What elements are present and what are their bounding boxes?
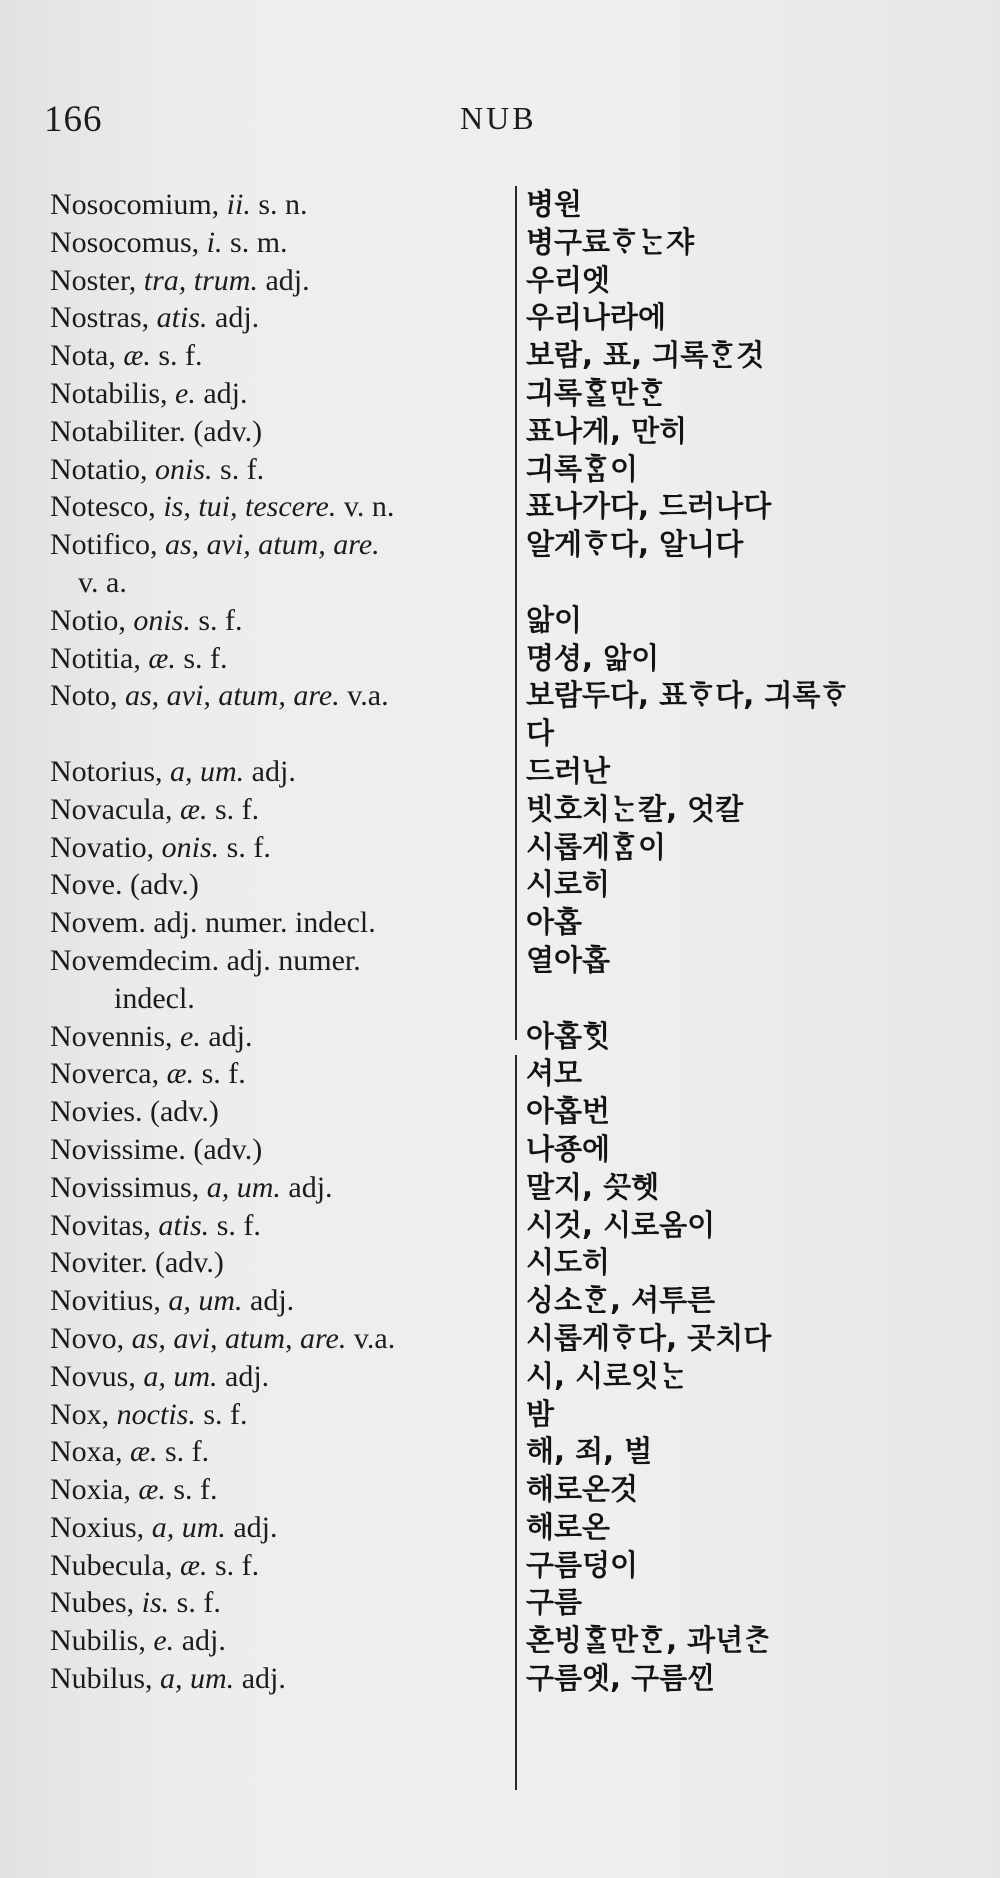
headword: Novatio, <box>50 830 155 864</box>
latin-term <box>50 1622 505 1660</box>
latin-term <box>50 1584 505 1622</box>
latin-line <box>50 490 394 523</box>
inflection-forms: tra, trum. <box>143 263 258 297</box>
inflection-forms: onis. <box>155 452 213 486</box>
inflection-forms: as, avi, atum, are. <box>164 528 380 562</box>
latin-term <box>50 640 505 678</box>
inflection-forms: is, tui, tescere. <box>163 490 337 524</box>
headword: Notatio, <box>50 452 148 486</box>
latin-term <box>50 186 505 224</box>
latin-term <box>50 299 505 337</box>
grammar-label: s. f. <box>158 339 203 373</box>
korean-line: 시것, 시로옴이 <box>526 1207 716 1242</box>
korean-translation <box>526 1433 996 1471</box>
grammar-label: adj. <box>265 263 310 297</box>
latin-term <box>50 1471 505 1509</box>
dictionary-entry <box>0 1055 1000 1093</box>
korean-line: 해, 죄, 벌 <box>526 1434 653 1469</box>
grammar-label: adj. <box>225 1359 270 1393</box>
latin-line <box>50 1057 246 1090</box>
dictionary-entry <box>0 1660 1000 1698</box>
dictionary-entry <box>0 1282 1000 1320</box>
grammar-label: (adv.) <box>193 1132 263 1166</box>
dictionary-entry <box>0 1131 1000 1169</box>
dictionary-entry <box>0 1093 1000 1131</box>
grammar-label: adj. <box>215 301 260 335</box>
inflection-forms: æ. <box>179 1548 208 1582</box>
latin-term <box>50 262 505 300</box>
grammar-label: adj. <box>181 1624 226 1658</box>
headword: Noto, <box>50 679 118 713</box>
korean-line: 나죵에 <box>526 1131 611 1166</box>
korean-translation <box>526 602 996 640</box>
korean-line: 구름엣, 구름ᄭᅵᆫ <box>526 1661 716 1696</box>
latin-term <box>50 677 505 715</box>
korean-translation <box>526 375 996 413</box>
page-number: 166 <box>44 99 103 140</box>
headword: Nosocomus, <box>50 225 200 259</box>
latin-term <box>50 829 505 867</box>
headword: Noxa, <box>50 1435 123 1469</box>
grammar-label: (adv.) <box>150 1095 219 1129</box>
headword: Novissime. <box>50 1132 186 1166</box>
latin-term <box>50 1358 505 1396</box>
dictionary-entry <box>0 753 1000 791</box>
korean-line: 아홉 <box>526 905 583 940</box>
korean-translation <box>526 224 996 262</box>
dictionary-entry <box>0 413 1000 451</box>
grammar-label: s. m. <box>230 225 288 259</box>
grammar-label: s. f. <box>226 830 271 864</box>
latin-line <box>50 1171 333 1204</box>
korean-translation <box>526 1509 996 1547</box>
grammar-label: s. f. <box>176 1586 221 1620</box>
headword: Novitius, <box>50 1284 161 1318</box>
grammar-continuation: indecl. <box>114 981 195 1015</box>
inflection-forms: is. <box>141 1586 170 1620</box>
korean-translation <box>526 1131 996 1169</box>
korean-translation <box>526 262 996 300</box>
headword: Nosocomium, <box>50 188 220 221</box>
grammar-label: s. f. <box>214 792 260 826</box>
korean-line: 시로히 <box>526 867 611 902</box>
latin-term <box>50 526 505 602</box>
dictionary-entry <box>0 791 1000 829</box>
korean-translation <box>526 299 996 337</box>
latin-line <box>50 453 264 486</box>
korean-translation <box>526 1396 996 1434</box>
korean-line: 밤 <box>526 1396 555 1431</box>
korean-line: 우리엣 <box>526 262 611 297</box>
korean-line: 알게ᄒᆞ다, 알니다 <box>526 527 744 562</box>
grammar-label: adj. <box>233 1510 278 1544</box>
grammar-label: (adv.) <box>129 868 199 902</box>
latin-line <box>50 415 262 448</box>
latin-term <box>50 1169 505 1207</box>
headword: Nota, <box>50 339 116 373</box>
korean-line: 앎이 <box>526 602 583 637</box>
inflection-forms: i. <box>206 225 223 259</box>
headword: Novemdecim. <box>50 943 220 977</box>
inflection-forms: a, um. <box>143 1359 218 1393</box>
korean-line: 싱소ᄒᆞᆫ, 셔투른 <box>526 1283 716 1318</box>
korean-translation <box>526 942 996 980</box>
korean-translation <box>526 488 996 526</box>
latin-term <box>50 1093 505 1131</box>
dictionary-entry <box>0 1169 1000 1207</box>
grammar-label: s. f. <box>198 603 243 637</box>
korean-translation <box>526 829 996 867</box>
korean-line: 구름덩이 <box>526 1547 639 1582</box>
inflection-forms: a, um. <box>168 1284 243 1318</box>
dictionary-entry <box>0 337 1000 375</box>
dictionary-entry <box>0 299 1000 337</box>
headword: Notio, <box>50 603 126 637</box>
grammar-label: adj. <box>288 1170 333 1204</box>
inflection-forms: atis. <box>156 301 208 335</box>
latin-line <box>50 1322 395 1355</box>
korean-line: 혼빙ᄒᆞᆯ만ᄒᆞᆫ, 과년ᄎᆞᆫ <box>526 1623 772 1658</box>
latin-term <box>50 451 505 489</box>
korean-translation <box>526 1055 996 1093</box>
headword: Noxius, <box>50 1510 145 1544</box>
inflection-forms: æ. <box>138 1473 166 1507</box>
inflection-forms: as, avi, atum, are. <box>131 1321 347 1355</box>
grammar-label: adj. <box>208 1019 253 1053</box>
headword: Nubecula, <box>50 1548 173 1582</box>
korean-translation <box>526 1018 996 1056</box>
inflection-forms: noctis. <box>116 1397 196 1431</box>
latin-line <box>50 1549 259 1582</box>
latin-line <box>50 1360 269 1393</box>
grammar-label: adj. <box>241 1662 286 1696</box>
latin-term <box>50 1018 505 1056</box>
grammar-label: adj. <box>251 754 296 788</box>
dictionary-entry <box>0 677 1000 753</box>
korean-translation <box>526 1093 996 1131</box>
dictionary-entry <box>0 640 1000 678</box>
latin-line <box>50 793 259 826</box>
latin-line <box>50 528 380 561</box>
dictionary-entry <box>0 488 1000 526</box>
headword: Novus, <box>50 1359 136 1393</box>
korean-line: 구름 <box>526 1585 583 1620</box>
grammar-label: v.a. <box>353 1321 396 1355</box>
headword: Nostras, <box>50 301 150 335</box>
latin-term <box>50 602 505 640</box>
inflection-forms: æ. <box>129 1435 158 1469</box>
korean-line: 병구료ᄒᆞᄂᆞᆫ쟈 <box>526 224 695 259</box>
inflection-forms: onis. <box>161 830 220 864</box>
dictionary-entry <box>0 866 1000 904</box>
korean-line: 해로온 <box>526 1509 611 1544</box>
korean-translation <box>526 1584 996 1622</box>
dictionary-entry <box>0 1584 1000 1622</box>
dictionary-entry <box>0 1244 1000 1282</box>
grammar-label: (adv.) <box>193 414 263 448</box>
latin-line <box>50 1586 221 1619</box>
latin-term <box>50 791 505 829</box>
latin-term <box>50 866 505 904</box>
grammar-label: adj. numer. <box>226 943 361 977</box>
latin-line <box>50 1473 218 1506</box>
inflection-forms: a, um. <box>170 754 245 788</box>
latin-term <box>50 224 505 262</box>
headword: Novennis, <box>50 1019 173 1053</box>
inflection-forms: ii. <box>226 188 251 221</box>
grammar-label: s. n. <box>258 188 308 221</box>
running-head: NUB <box>460 100 537 136</box>
headword: Notifico, <box>50 528 158 562</box>
dictionary-entry <box>0 602 1000 640</box>
korean-line: 표나게, 만히 <box>526 413 688 448</box>
latin-line <box>50 188 308 221</box>
grammar-label: s. f. <box>173 1473 218 1507</box>
dictionary-entry <box>0 942 1000 1018</box>
latin-line <box>50 1246 224 1279</box>
inflection-forms: a, um. <box>160 1662 235 1696</box>
korean-line: 보람두다, 표ᄒᆞ다, 긔록ᄒᆞ <box>526 678 849 713</box>
latin-line <box>50 642 228 675</box>
korean-translation <box>526 451 996 489</box>
dictionary-entry <box>0 451 1000 489</box>
headword: Notabilis, <box>50 376 168 410</box>
korean-translation <box>526 1660 996 1698</box>
korean-line: 시, 시로잇ᄂᆞᆫ <box>526 1358 688 1393</box>
latin-term <box>50 1207 505 1245</box>
latin-line <box>50 377 247 410</box>
grammar-label: s. f. <box>201 1057 246 1091</box>
korean-translation <box>526 1207 996 1245</box>
latin-term <box>50 942 505 1018</box>
latin-term <box>50 375 505 413</box>
latin-line <box>50 1511 278 1544</box>
latin-line <box>50 604 243 637</box>
latin-term <box>50 1320 505 1358</box>
korean-translation <box>526 1320 996 1358</box>
latin-term <box>50 1433 505 1471</box>
latin-term <box>50 1244 505 1282</box>
korean-line: 우리나라에 <box>526 300 667 335</box>
korean-continuation: 다 <box>526 716 555 751</box>
latin-line <box>50 906 376 939</box>
latin-term <box>50 904 505 942</box>
latin-line <box>50 868 199 901</box>
latin-term <box>50 413 505 451</box>
dictionary-entry <box>0 375 1000 413</box>
dictionary-entry <box>0 1396 1000 1434</box>
latin-term <box>50 753 505 791</box>
inflection-forms: e. <box>180 1019 201 1053</box>
korean-line: 명셩, 앎이 <box>526 640 660 675</box>
page-header <box>0 98 1000 148</box>
inflection-forms: e. <box>175 376 196 410</box>
grammar-label: adj. <box>250 1284 295 1318</box>
latin-line <box>50 301 259 334</box>
latin-term <box>50 1282 505 1320</box>
grammar-label: s. f. <box>220 452 265 486</box>
dictionary-entry <box>0 1358 1000 1396</box>
korean-line: 병원 <box>526 187 583 221</box>
korean-line: 아홉ᄒᆡᆺ <box>526 1018 611 1053</box>
grammar-label: s. f. <box>183 641 228 675</box>
korean-line: 드러난 <box>526 753 611 788</box>
headword: Nubilis, <box>50 1624 146 1658</box>
grammar-label: adj. numer. indecl. <box>153 906 376 940</box>
korean-translation <box>526 866 996 904</box>
grammar-label: adj. <box>203 376 248 410</box>
latin-term <box>50 1131 505 1169</box>
korean-translation <box>526 186 996 224</box>
headword: Noverca, <box>50 1057 160 1091</box>
korean-translation <box>526 904 996 942</box>
grammar-label: v.a. <box>347 679 389 713</box>
latin-line <box>50 226 288 259</box>
dictionary-entry <box>0 186 1000 224</box>
inflection-forms: æ. <box>179 792 208 826</box>
headword: Novies. <box>50 1095 143 1129</box>
korean-translation <box>526 753 996 791</box>
korean-translation <box>526 1244 996 1282</box>
dictionary-entry <box>0 1018 1000 1056</box>
korean-line: 셔모 <box>526 1056 583 1091</box>
latin-line <box>50 264 310 297</box>
korean-line: 빗호치ᄂᆞᆫ칼, 엇칼 <box>526 791 744 826</box>
latin-line <box>50 1209 261 1242</box>
headword: Nove. <box>50 868 123 902</box>
headword: Novo, <box>50 1321 125 1355</box>
grammar-continuation: v. a. <box>78 565 127 599</box>
korean-line: 시롭게ᄒᆞᆷ이 <box>526 829 667 864</box>
dictionary-entry <box>0 1471 1000 1509</box>
latin-line <box>50 1624 226 1657</box>
korean-line: 긔록ᄒᆞᆷ이 <box>526 451 639 486</box>
headword: Novem. <box>50 906 146 940</box>
inflection-forms: atis. <box>158 1208 210 1242</box>
latin-line <box>50 831 271 864</box>
latin-line <box>50 339 203 372</box>
latin-line <box>50 1435 209 1468</box>
headword: Notitia, <box>50 641 141 675</box>
headword: Notesco, <box>50 490 156 524</box>
inflection-forms: æ. <box>123 339 151 373</box>
headword: Novitas, <box>50 1208 151 1242</box>
headword: Noviter. <box>50 1246 148 1280</box>
dictionary-entry <box>0 1433 1000 1471</box>
korean-line: 시롭게ᄒᆞ다, 곳치다 <box>526 1320 772 1355</box>
korean-translation <box>526 791 996 829</box>
dictionary-entry <box>0 1547 1000 1585</box>
headword: Notorius, <box>50 754 163 788</box>
inflection-forms: æ. <box>148 641 176 675</box>
inflection-forms: e. <box>153 1624 175 1658</box>
korean-translation <box>526 1622 996 1660</box>
korean-translation <box>526 337 996 375</box>
headword: Novacula, <box>50 792 173 826</box>
latin-term <box>50 1547 505 1585</box>
inflection-forms: æ. <box>166 1057 195 1091</box>
latin-line <box>50 1133 262 1166</box>
headword: Novissimus, <box>50 1170 200 1204</box>
inflection-forms: as, avi, atum, are. <box>125 679 340 713</box>
korean-line: 표나가다, 드러나다 <box>526 489 772 524</box>
headword: Nubilus, <box>50 1662 153 1696</box>
headword: Noster, <box>50 263 137 297</box>
korean-translation <box>526 1169 996 1207</box>
latin-line <box>50 1095 219 1128</box>
inflection-forms: onis. <box>133 603 191 637</box>
korean-translation <box>526 1547 996 1585</box>
dictionary-entry <box>0 1509 1000 1547</box>
korean-line: 시도히 <box>526 1245 611 1280</box>
inflection-forms: a, um. <box>151 1510 226 1544</box>
latin-line <box>50 944 361 977</box>
entry-list <box>0 186 1000 1698</box>
inflection-forms: a, um. <box>206 1170 281 1204</box>
latin-line <box>50 1398 248 1431</box>
dictionary-entry <box>0 904 1000 942</box>
grammar-label: v. n. <box>343 490 395 524</box>
grammar-label: s. f. <box>216 1208 261 1242</box>
korean-line: 아홉번 <box>526 1094 611 1129</box>
headword: Noxia, <box>50 1473 131 1507</box>
latin-line <box>50 1662 286 1695</box>
dictionary-entry <box>0 262 1000 300</box>
dictionary-entry <box>0 224 1000 262</box>
korean-translation <box>526 1358 996 1396</box>
korean-translation <box>526 640 996 678</box>
latin-term <box>50 488 505 526</box>
latin-line <box>50 755 296 788</box>
latin-term <box>50 1055 505 1093</box>
korean-translation <box>526 413 996 451</box>
korean-translation <box>526 1282 996 1320</box>
latin-line <box>50 679 389 712</box>
latin-term <box>50 1660 505 1698</box>
dictionary-entry <box>0 829 1000 867</box>
korean-line: 긔록ᄒᆞᆯ만ᄒᆞᆫ <box>526 375 667 410</box>
korean-translation <box>526 677 996 753</box>
korean-translation <box>526 526 996 564</box>
korean-line: 열아홉 <box>526 942 611 977</box>
grammar-label: s. f. <box>214 1548 260 1582</box>
grammar-label: s. f. <box>165 1435 210 1469</box>
dictionary-entry <box>0 1622 1000 1660</box>
grammar-label: s. f. <box>203 1397 248 1431</box>
headword: Notabiliter. <box>50 414 186 448</box>
korean-translation <box>526 1471 996 1509</box>
grammar-label: (adv.) <box>155 1246 224 1280</box>
dictionary-entry <box>0 1207 1000 1245</box>
latin-term <box>50 337 505 375</box>
dictionary-entry <box>0 1320 1000 1358</box>
dictionary-entry <box>0 526 1000 602</box>
headword: Nubes, <box>50 1586 135 1620</box>
korean-line: 말지, ᄭᅳᆺ헷 <box>526 1169 660 1204</box>
korean-line: 해로온것 <box>526 1472 639 1507</box>
latin-line <box>50 1020 252 1053</box>
latin-term <box>50 1396 505 1434</box>
latin-line <box>50 1284 294 1317</box>
headword: Nox, <box>50 1397 110 1431</box>
latin-term <box>50 1509 505 1547</box>
korean-line: 보람, 표, 긔록ᄒᆞᆫ것 <box>526 338 765 373</box>
